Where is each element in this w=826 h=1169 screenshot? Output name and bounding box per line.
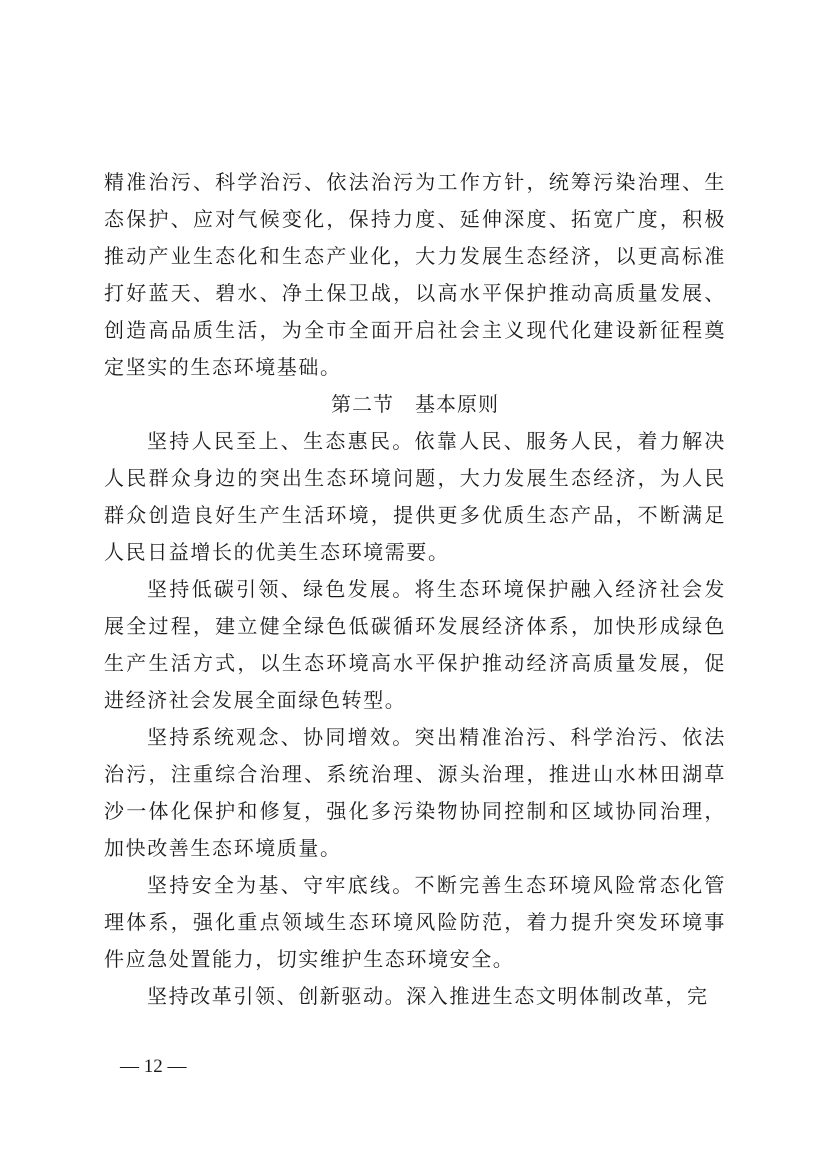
- paragraph-principle-system: 坚持系统观念、协同增效。突出精准治污、科学治污、依法治污，注重综合治理、系统治理、源头治理，推进山水林田湖草沙一体化保护和修复，强化多污染物协同控制和区域协同治理，加快改善生态环境质量。: [104, 725, 726, 860]
- paragraph-principle-reform: 坚持改革引领、创新驱动。深入推进生态文明体制改革，完: [147, 984, 709, 1008]
- paragraph-continuation: 精准治污、科学治污、依法治污为工作方针，统筹污染治理、生态保护、应对气候变化，保持力度、延伸深度、拓宽广度，积极推动产业生态化和生态产业化，大力发展生态经济，以更高标准打好蓝天、碧水、净土保卫战，以高水平保护推动高质量发展、创造高品质生活，为全市全面开启社会主义现代化建设新征程奠定坚实的生态环境基础。: [104, 170, 726, 379]
- paragraph-principle-people: 坚持人民至上、生态惠民。依靠人民、服务人民，着力解决人民群众身边的突出生态环境问题，大力发展生态经济，为人民群众创造良好生产生活环境，提供更多优质生态产品，不断满足人民日益增长的优美生态环境需要。: [104, 429, 726, 564]
- page-number: — 12 —: [120, 1056, 187, 1077]
- section-heading: 第二节 基本原则: [331, 392, 499, 416]
- paragraph-principle-green: 坚持低碳引领、绿色发展。将生态环境保护融入经济社会发展全过程，建立健全绿色低碳循环发展经济体系，加快形成绿色生产生活方式，以生态环境高水平保护推动经济高质量发展，促进经济社会发展全面绿色转型。: [104, 577, 726, 712]
- body-text: [104, 164, 726, 1015]
- paragraph-principle-safety: 坚持安全为基、守牢底线。不断完善生态环境风险常态化管理体系，强化重点领域生态环境风险防范，着力提升突发环境事件应急处置能力，切实维护生态环境安全。: [104, 873, 726, 971]
